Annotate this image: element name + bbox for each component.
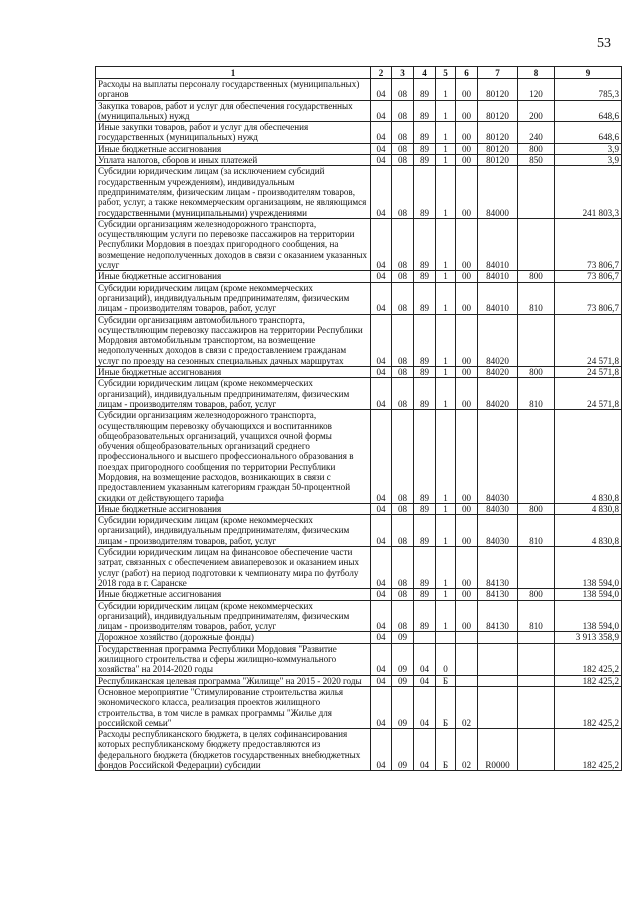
subsection-code: 08 (392, 367, 414, 378)
subprogram-code (436, 632, 456, 643)
direction-code: 84130 (478, 600, 518, 632)
program-code: 04 (414, 675, 436, 686)
row-name: Основное мероприятие "Стимулирование строительства жилья экономического класса, реализация проектов жилищного строительства, в том числе в рамках программы "Жилье для российской семьи" (96, 686, 371, 728)
amount: 4 830,8 (555, 515, 622, 547)
subprogram-code: 1 (436, 166, 456, 218)
direction-code: 84010 (478, 271, 518, 282)
program-code: 04 (414, 643, 436, 675)
amount: 648,6 (555, 100, 622, 122)
row-name: Субсидии юридическим лицам (кроме некоммерческих организаций), индивидуальным предпринимателям, физическим лицам - производителям товаров, работ, услуг (96, 378, 371, 410)
program-code: 89 (414, 100, 436, 122)
table-row (96, 282, 622, 314)
row-name: Субсидии юридическим лицам (кроме некоммерческих организаций), индивидуальным предпринимателям, физическим лицам - производителям товаров, работ, услуг (96, 515, 371, 547)
section-code: 04 (371, 632, 392, 643)
table-row (96, 314, 622, 366)
expense-type-code: 850 (518, 155, 555, 166)
section-code: 04 (371, 282, 392, 314)
expense-type-code: 200 (518, 100, 555, 122)
amount: 138 594,0 (555, 547, 622, 589)
row-name: Субсидии юридическим лицам на финансовое обеспечение части затрат, связанных с обеспечением авиаперевозок и оказанием иных услуг (работ) на период подготовки к чемпионату мира по футболу 2018 года в г. Саранске (96, 547, 371, 589)
subsection-code: 08 (392, 166, 414, 218)
subsection-code: 08 (392, 515, 414, 547)
expense-type-code: 800 (518, 367, 555, 378)
direction-code: 80120 (478, 143, 518, 154)
subsection-code: 08 (392, 143, 414, 154)
direction-code: 84010 (478, 218, 518, 270)
table-row (96, 218, 622, 270)
event-code: 02 (456, 686, 478, 728)
table-row (96, 686, 622, 728)
row-name: Иные бюджетные ассигнования (96, 271, 371, 282)
amount: 182 425,2 (555, 643, 622, 675)
direction-code: 84020 (478, 367, 518, 378)
subsection-code: 09 (392, 686, 414, 728)
subprogram-code: 1 (436, 282, 456, 314)
program-code: 04 (414, 686, 436, 728)
subprogram-code: 1 (436, 271, 456, 282)
table-row (96, 589, 622, 600)
expense-type-code (518, 547, 555, 589)
section-code: 04 (371, 122, 392, 144)
event-code: 00 (456, 166, 478, 218)
subprogram-code: 1 (436, 79, 456, 101)
column-header: 3 (392, 67, 414, 79)
subsection-code: 08 (392, 282, 414, 314)
event-code: 00 (456, 314, 478, 366)
direction-code: 84030 (478, 503, 518, 514)
subprogram-code: 1 (436, 122, 456, 144)
column-header: 7 (478, 67, 518, 79)
section-code: 04 (371, 314, 392, 366)
event-code: 00 (456, 410, 478, 504)
amount: 241 803,3 (555, 166, 622, 218)
program-code: 89 (414, 410, 436, 504)
direction-code (478, 632, 518, 643)
section-code: 04 (371, 589, 392, 600)
direction-code: 80120 (478, 155, 518, 166)
table-row (96, 378, 622, 410)
event-code: 00 (456, 271, 478, 282)
section-code: 04 (371, 503, 392, 514)
table-row (96, 143, 622, 154)
row-name: Дорожное хозяйство (дорожные фонды) (96, 632, 371, 643)
table-row (96, 503, 622, 514)
expense-type-code: 800 (518, 271, 555, 282)
subsection-code: 08 (392, 503, 414, 514)
subprogram-code: Б (436, 686, 456, 728)
direction-code: 84020 (478, 314, 518, 366)
section-code: 04 (371, 643, 392, 675)
expense-type-code: 810 (518, 515, 555, 547)
event-code: 00 (456, 589, 478, 600)
event-code (456, 675, 478, 686)
program-code: 89 (414, 282, 436, 314)
program-code: 89 (414, 515, 436, 547)
direction-code: 80120 (478, 79, 518, 101)
subprogram-code: 1 (436, 143, 456, 154)
subprogram-code: Б (436, 675, 456, 686)
table-header-row (96, 67, 622, 79)
direction-code: 80120 (478, 122, 518, 144)
expense-type-code: 240 (518, 122, 555, 144)
section-code: 04 (371, 218, 392, 270)
program-code: 89 (414, 122, 436, 144)
subsection-code: 09 (392, 729, 414, 771)
event-code: 00 (456, 143, 478, 154)
program-code: 89 (414, 503, 436, 514)
subsection-code: 08 (392, 410, 414, 504)
direction-code: 84010 (478, 282, 518, 314)
direction-code: 80120 (478, 100, 518, 122)
program-code: 89 (414, 166, 436, 218)
subprogram-code: 1 (436, 378, 456, 410)
expense-type-code: 810 (518, 378, 555, 410)
event-code: 00 (456, 515, 478, 547)
amount: 3 913 358,9 (555, 632, 622, 643)
program-code: 89 (414, 378, 436, 410)
event-code: 00 (456, 282, 478, 314)
amount: 4 830,8 (555, 410, 622, 504)
section-code: 04 (371, 155, 392, 166)
expense-type-code: 810 (518, 600, 555, 632)
subsection-code: 08 (392, 314, 414, 366)
section-code: 04 (371, 143, 392, 154)
event-code: 02 (456, 729, 478, 771)
expense-type-code: 800 (518, 589, 555, 600)
program-code: 89 (414, 271, 436, 282)
program-code: 04 (414, 729, 436, 771)
section-code: 04 (371, 515, 392, 547)
subsection-code: 08 (392, 600, 414, 632)
direction-code: 84000 (478, 166, 518, 218)
column-header: 6 (456, 67, 478, 79)
subprogram-code: 1 (436, 515, 456, 547)
direction-code (478, 643, 518, 675)
subsection-code: 08 (392, 100, 414, 122)
table-row (96, 155, 622, 166)
table-row (96, 643, 622, 675)
table-row (96, 515, 622, 547)
program-code: 89 (414, 314, 436, 366)
direction-code: R0000 (478, 729, 518, 771)
row-name: Субсидии юридическим лицам (кроме некоммерческих организаций), индивидуальным предпринимателям, физическим лицам - производителям товаров, работ, услуг (96, 282, 371, 314)
section-code: 04 (371, 378, 392, 410)
budget-table (95, 66, 622, 771)
expense-type-code (518, 314, 555, 366)
page-number: 53 (597, 36, 611, 51)
event-code (456, 643, 478, 675)
expense-type-code (518, 218, 555, 270)
amount: 785,3 (555, 79, 622, 101)
row-name: Иные бюджетные ассигнования (96, 503, 371, 514)
table-row (96, 100, 622, 122)
amount: 73 806,7 (555, 271, 622, 282)
subsection-code: 08 (392, 378, 414, 410)
subsection-code: 09 (392, 675, 414, 686)
event-code: 00 (456, 547, 478, 589)
event-code: 00 (456, 122, 478, 144)
expense-type-code: 810 (518, 282, 555, 314)
event-code (456, 632, 478, 643)
program-code: 89 (414, 367, 436, 378)
amount: 138 594,0 (555, 600, 622, 632)
subprogram-code: 1 (436, 503, 456, 514)
section-code: 04 (371, 271, 392, 282)
column-header: 2 (371, 67, 392, 79)
section-code: 04 (371, 547, 392, 589)
row-name: Иные закупки товаров, работ и услуг для обеспечения государственных (муниципальных) нужд (96, 122, 371, 144)
amount: 182 425,2 (555, 729, 622, 771)
row-name: Иные бюджетные ассигнования (96, 367, 371, 378)
subprogram-code: 1 (436, 314, 456, 366)
event-code: 00 (456, 218, 478, 270)
table-row (96, 729, 622, 771)
expense-type-code (518, 166, 555, 218)
subsection-code: 08 (392, 79, 414, 101)
event-code: 00 (456, 367, 478, 378)
table-row (96, 600, 622, 632)
amount: 138 594,0 (555, 589, 622, 600)
row-name: Иные бюджетные ассигнования (96, 143, 371, 154)
amount: 4 830,8 (555, 503, 622, 514)
column-header: 5 (436, 67, 456, 79)
amount: 24 571,8 (555, 378, 622, 410)
column-header: 8 (518, 67, 555, 79)
row-name: Субсидии организациям железнодорожного транспорта, осуществляющим перевозку обучающихся и воспитанников общеобразовательных организаций, учащихся очной формы обучения общеобразовательных организаций среднего профессионального и высшего профессионального образования в поездах пригородного сообщения по территории Республики Мордовия, на возмещение расходов, возникающих в связи с предоставлением указанным категориям граждан 50-процентной скидки от действующего тарифа (96, 410, 371, 504)
expense-type-code: 120 (518, 79, 555, 101)
table-row (96, 367, 622, 378)
table-row (96, 410, 622, 504)
subprogram-code: 1 (436, 600, 456, 632)
amount: 3,9 (555, 143, 622, 154)
direction-code: 84030 (478, 410, 518, 504)
expense-type-code: 800 (518, 503, 555, 514)
direction-code (478, 675, 518, 686)
event-code: 00 (456, 100, 478, 122)
direction-code: 84020 (478, 378, 518, 410)
row-name: Иные бюджетные ассигнования (96, 589, 371, 600)
subsection-code: 08 (392, 218, 414, 270)
table-row (96, 547, 622, 589)
program-code: 89 (414, 600, 436, 632)
column-header: 4 (414, 67, 436, 79)
direction-code: 84130 (478, 589, 518, 600)
column-header: 1 (96, 67, 371, 79)
subprogram-code: 1 (436, 155, 456, 166)
column-header: 9 (555, 67, 622, 79)
program-code: 89 (414, 143, 436, 154)
expense-type-code (518, 675, 555, 686)
section-code: 04 (371, 410, 392, 504)
subsection-code: 08 (392, 589, 414, 600)
section-code: 04 (371, 79, 392, 101)
amount: 648,6 (555, 122, 622, 144)
section-code: 04 (371, 686, 392, 728)
table-row (96, 166, 622, 218)
subprogram-code: 1 (436, 100, 456, 122)
amount: 24 571,8 (555, 314, 622, 366)
row-name: Расходы на выплаты персоналу государственных (муниципальных) органов (96, 79, 371, 101)
program-code: 89 (414, 218, 436, 270)
expense-type-code (518, 643, 555, 675)
amount: 3,9 (555, 155, 622, 166)
event-code: 00 (456, 378, 478, 410)
row-name: Закупка товаров, работ и услуг для обеспечения государственных (муниципальных) нужд (96, 100, 371, 122)
direction-code (478, 686, 518, 728)
expense-type-code (518, 729, 555, 771)
program-code: 89 (414, 155, 436, 166)
amount: 73 806,7 (555, 218, 622, 270)
table-row (96, 271, 622, 282)
subprogram-code: 1 (436, 547, 456, 589)
expense-type-code (518, 686, 555, 728)
event-code: 00 (456, 503, 478, 514)
event-code: 00 (456, 79, 478, 101)
subsection-code: 08 (392, 271, 414, 282)
amount: 182 425,2 (555, 675, 622, 686)
row-name: Субсидии юридическим лицам (за исключением субсидий государственным учреждениям), индивидуальным предпринимателям, физическим лицам - производителям товаров, работ, услуг, а также некоммерческим организациям, не являющимся государственными (муниципальными) учреждениями (96, 166, 371, 218)
section-code: 04 (371, 729, 392, 771)
section-code: 04 (371, 675, 392, 686)
row-name: Субсидии организациям автомобильного транспорта, осуществляющим перевозку пассажиров на территории Республики Мордовия автомобильным транспортом, на возмещение недополученных доходов в связи с предоставлением гражданам услуг по проезду на сезонных специальных дачных маршрутах (96, 314, 371, 366)
direction-code: 84130 (478, 547, 518, 589)
subsection-code: 09 (392, 643, 414, 675)
section-code: 04 (371, 600, 392, 632)
section-code: 04 (371, 367, 392, 378)
amount: 24 571,8 (555, 367, 622, 378)
expense-type-code (518, 410, 555, 504)
section-code: 04 (371, 166, 392, 218)
expense-type-code: 800 (518, 143, 555, 154)
program-code: 89 (414, 79, 436, 101)
subsection-code: 08 (392, 155, 414, 166)
subprogram-code: 1 (436, 589, 456, 600)
row-name: Республиканская целевая программа "Жилище" на 2015 - 2020 годы (96, 675, 371, 686)
table-row (96, 675, 622, 686)
table-row (96, 632, 622, 643)
subsection-code: 08 (392, 547, 414, 589)
event-code: 00 (456, 155, 478, 166)
subsection-code: 08 (392, 122, 414, 144)
row-name: Государственная программа Республики Мордовия "Развитие жилищного строительства и сферы жилищно-коммунального хозяйства" на 2014-2020 годы (96, 643, 371, 675)
expense-type-code (518, 632, 555, 643)
amount: 73 806,7 (555, 282, 622, 314)
row-name: Уплата налогов, сборов и иных платежей (96, 155, 371, 166)
row-name: Субсидии организациям железнодорожного транспорта, осуществляющим услуги по перевозке пассажиров на территории Республики Мордовия в поездах пригородного сообщения, на возмещение недополученных доходов в связи с оказанием указанных услуг (96, 218, 371, 270)
amount: 182 425,2 (555, 686, 622, 728)
row-name: Субсидии юридическим лицам (кроме некоммерческих организаций), индивидуальным предпринимателям, физическим лицам - производителям товаров, работ, услуг (96, 600, 371, 632)
program-code (414, 632, 436, 643)
section-code: 04 (371, 100, 392, 122)
subprogram-code: 1 (436, 410, 456, 504)
program-code: 89 (414, 547, 436, 589)
table-row (96, 79, 622, 101)
program-code: 89 (414, 589, 436, 600)
row-name: Расходы республиканского бюджета, в целях софинансирования которых республиканскому бюджету предоставляются из федерального бюджета (бюджетов государственных внебюджетных фондов Российской Федерации) субсидии (96, 729, 371, 771)
table-row (96, 122, 622, 144)
subprogram-code: 1 (436, 218, 456, 270)
subsection-code: 09 (392, 632, 414, 643)
table-body (96, 79, 622, 771)
direction-code: 84030 (478, 515, 518, 547)
event-code: 00 (456, 600, 478, 632)
subprogram-code: Б (436, 729, 456, 771)
subprogram-code: 1 (436, 367, 456, 378)
subprogram-code: 0 (436, 643, 456, 675)
